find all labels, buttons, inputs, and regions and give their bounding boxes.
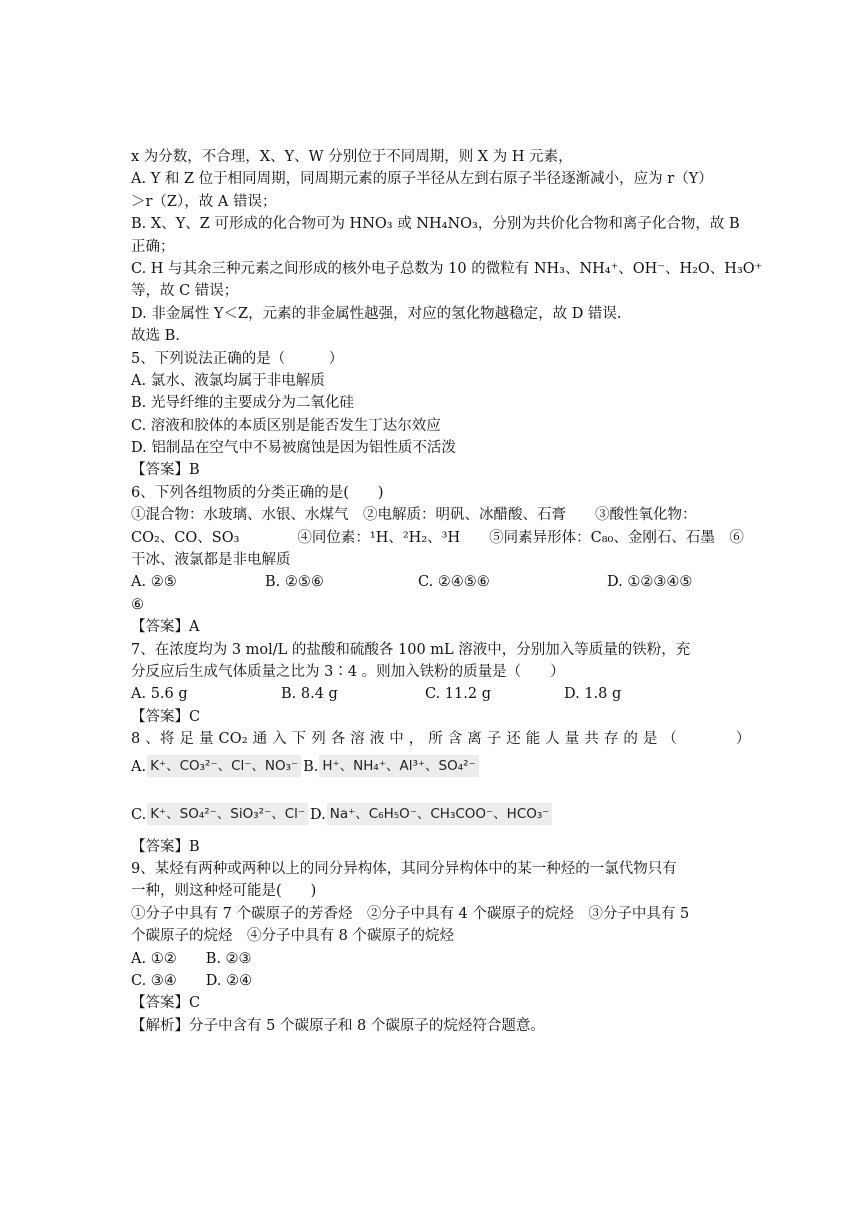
question-stem: 7、在浓度均为 3 mol/L 的盐酸和硫酸各 100 mL 溶液中，分别加入等质量的铁粉，充	[131, 641, 691, 658]
question-stem: 9、某烃有两种或两种以上的同分异构体，其同分异构体中的某一种烃的一氯代物只有	[131, 860, 677, 877]
question-7	[131, 639, 736, 729]
answer-label: 【答案】C	[131, 708, 201, 725]
option-d-label: D.	[310, 807, 326, 824]
option-a-ions: K⁺、CO₃²⁻、Cl⁻、NO₃⁻	[147, 755, 301, 777]
options-row: C. ③④ D. ②④	[131, 972, 253, 989]
question-5	[131, 348, 736, 482]
option-c: C. 溶液和胶体的本质区别是能否发生丁达尔效应	[131, 417, 441, 434]
question-stem: 5、下列说法正确的是（ ）	[131, 350, 344, 367]
explanation-line: 故选 B.	[131, 328, 180, 345]
option-a: A. ②⑤	[131, 574, 177, 591]
options-row: A. ①② B. ②③	[131, 950, 252, 967]
explanation-line: 等，故 C 错误；	[131, 283, 239, 300]
options-row	[131, 571, 736, 593]
option-c: C. 11.2 g	[425, 686, 491, 703]
option-b: B. 光导纤维的主要成分为二氧化硅	[131, 395, 354, 412]
question-9	[131, 858, 736, 1037]
answer-label: 【答案】A	[131, 619, 200, 636]
answer-label: 【答案】B	[131, 462, 200, 479]
document-page	[131, 146, 763, 1037]
question-6	[131, 482, 744, 639]
option-d: D. 铝制品在空气中不易被腐蚀是因为铝性质不活泼	[131, 440, 456, 457]
explanation-line: ＞r（Z），故 A 错误；	[131, 193, 277, 210]
question-body-line: CO₂、CO、SO₃ ④同位素：¹H、²H₂、³H ⑤同素异形体：C₈₀、金刚石、石墨 ⑥	[131, 529, 744, 546]
option-d-ions: Na⁺、C₆H₅O⁻、CH₃COO⁻、HCO₃⁻	[327, 803, 553, 825]
explanation-line: x 为分数，不合理，X、Y、W 分别位于不同周期，则 X 为 H 元素，	[131, 149, 573, 165]
option-a: A. 氯水、液氯均属于非电解质	[131, 372, 325, 389]
question-stem: 分反应后生成气体质量之比为 3∶4 。则加入铁粉的质量是（ ）	[131, 663, 565, 680]
explanation-line: D. 非金属性 Y＜Z，元素的非金属性越强，对应的氢化物越稳定，故 D 错误.	[131, 305, 622, 322]
option-c-label: C.	[131, 807, 147, 824]
answer-label: 【答案】B	[131, 838, 200, 855]
question-body-line: 干冰、液氯都是非电解质	[131, 552, 291, 569]
question-stem: 8 、将 足 量 CO₂ 通 入 下 列 各 溶 液 中 ， 所 含 离 子 还 能 人 量 共 存 的 是 （ ）	[131, 731, 751, 748]
option-b: B. 8.4 g	[281, 686, 338, 703]
options-row	[131, 683, 736, 705]
option-d: D. ①②③④⑤	[607, 574, 693, 591]
options-row-cd	[131, 781, 736, 829]
question-stem: 6、下列各组物质的分类正确的是( )	[131, 484, 384, 501]
analysis-text: 【解析】分子中含有 5 个碳原子和 8 个碳原子的烷烃符合题意。	[131, 1017, 545, 1034]
question-stem: 一种，则这种烃可能是( )	[131, 883, 317, 900]
option-d: D. 1.8 g	[564, 686, 622, 703]
option-b-ions: H⁺、NH₄⁺、Al³⁺、SO₄²⁻	[319, 755, 478, 777]
answer-label: 【答案】C	[131, 995, 201, 1012]
option-c: C. ②④⑤⑥	[418, 574, 490, 591]
explanation-line: B. X、Y、Z 可形成的化合物可为 HNO₃ 或 NH₄NO₃，分别为共价化合物和离子化合物，故 B	[131, 216, 740, 233]
option-d-continued: ⑥	[131, 596, 144, 613]
option-b-label: B.	[303, 759, 319, 776]
option-a-label: A.	[131, 759, 147, 776]
q4-explanation	[131, 146, 763, 348]
explanation-line: A. Y 和 Z 位于相同周期，同周期元素的原子半径从左到右原子半径逐渐减小，应为 r（Y）	[131, 171, 713, 188]
question-stem: ①分子中具有 7 个碳原子的芳香烃 ②分子中具有 4 个碳原子的烷烃 ③分子中具有 5	[131, 905, 690, 922]
option-a: A. 5.6 g	[131, 686, 188, 703]
options-row-ab	[131, 751, 736, 781]
question-stem: 个碳原子的烷烃 ④分子中具有 8 个碳原子的烷烃	[131, 928, 454, 945]
question-8	[131, 728, 751, 858]
explanation-line: C. H 与其余三种元素之间形成的核外电子总数为 10 的微粒有 NH₃、NH₄⁺、OH⁻、H₂O、H₃O⁺	[131, 260, 763, 277]
explanation-line: 正确；	[131, 238, 175, 255]
option-c-ions: K⁺、SO₄²⁻、SiO₃²⁻、Cl⁻	[147, 803, 308, 825]
question-body-line: ①混合物：水玻璃、水银、水煤气 ②电解质：明矾、冰醋酸、石膏 ③酸性氧化物：	[131, 507, 697, 524]
option-b: B. ②⑤⑥	[265, 574, 324, 591]
